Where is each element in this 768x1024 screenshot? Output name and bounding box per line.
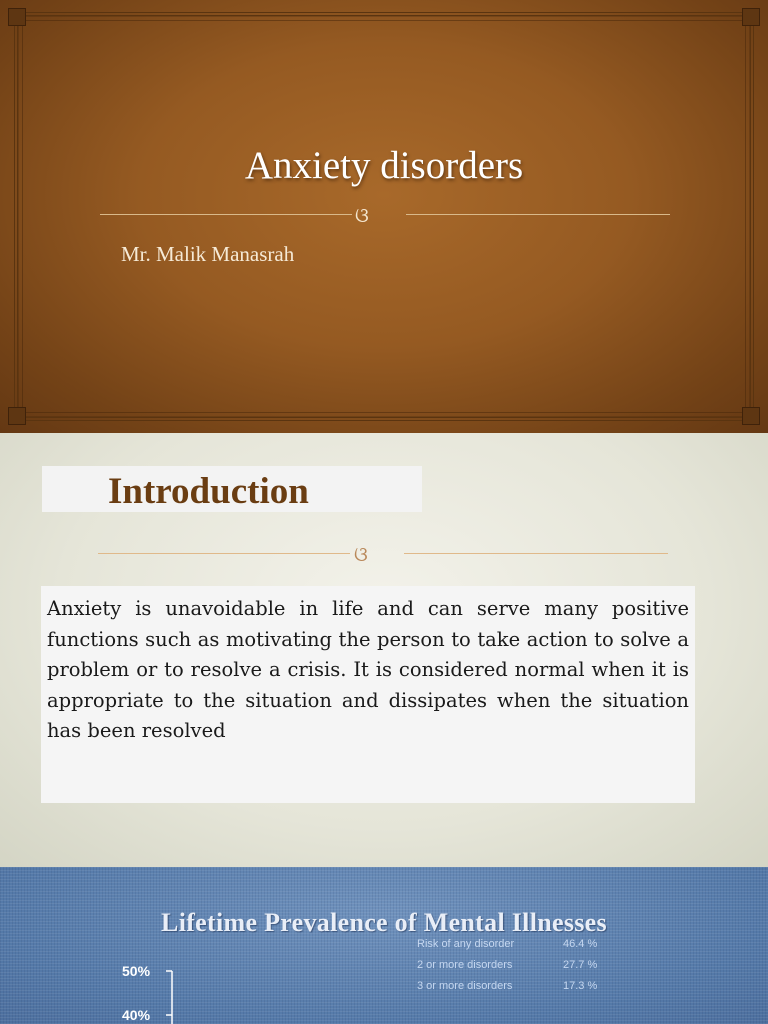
legend-label: 2 or more disorders bbox=[417, 959, 513, 971]
divider-line bbox=[100, 214, 352, 215]
slide-title: Lifetime Prevalence of Mental Illnesses bbox=[161, 908, 607, 937]
y-tick-label: 40% bbox=[122, 1007, 151, 1023]
frame-corner-ornament bbox=[742, 8, 760, 26]
flourish-icon: ଓ bbox=[354, 542, 368, 566]
slide-title: Introduction bbox=[108, 471, 309, 512]
body-text-box bbox=[41, 586, 695, 803]
legend-value: 17.3 % bbox=[563, 980, 598, 992]
body-paragraph: Anxiety is unavoidable in life and can serve many positive functions such as motivating the person to take action to solve a problem or to resolve a crisis. It is considered normal when it is appropriate to the situation and dissipates when the situation has been resolved bbox=[47, 597, 689, 742]
prevalence-chart bbox=[0, 867, 768, 1024]
divider-line bbox=[406, 214, 670, 215]
slide-title: Anxiety disorders bbox=[244, 144, 524, 187]
legend-label: Risk of any disorder bbox=[417, 938, 515, 950]
divider-line bbox=[98, 553, 350, 554]
frame-corner-ornament bbox=[742, 407, 760, 425]
prevalence-chart-slide[interactable] bbox=[0, 867, 768, 1024]
flourish-icon: ଓ bbox=[355, 203, 369, 227]
legend-value: 27.7 % bbox=[563, 959, 598, 971]
title-box bbox=[42, 466, 422, 512]
divider-line bbox=[404, 553, 668, 554]
title-slide[interactable] bbox=[0, 0, 768, 433]
frame-corner-ornament bbox=[8, 8, 26, 26]
legend-label: 3 or more disorders bbox=[417, 980, 513, 992]
slide-subtitle: Mr. Malik Manasrah bbox=[121, 242, 295, 266]
introduction-slide[interactable] bbox=[0, 433, 768, 867]
title-divider bbox=[100, 203, 670, 227]
legend-value: 46.4 % bbox=[563, 938, 598, 950]
title-divider bbox=[98, 542, 668, 566]
frame-corner-ornament bbox=[8, 407, 26, 425]
y-tick-label: 50% bbox=[122, 963, 151, 979]
